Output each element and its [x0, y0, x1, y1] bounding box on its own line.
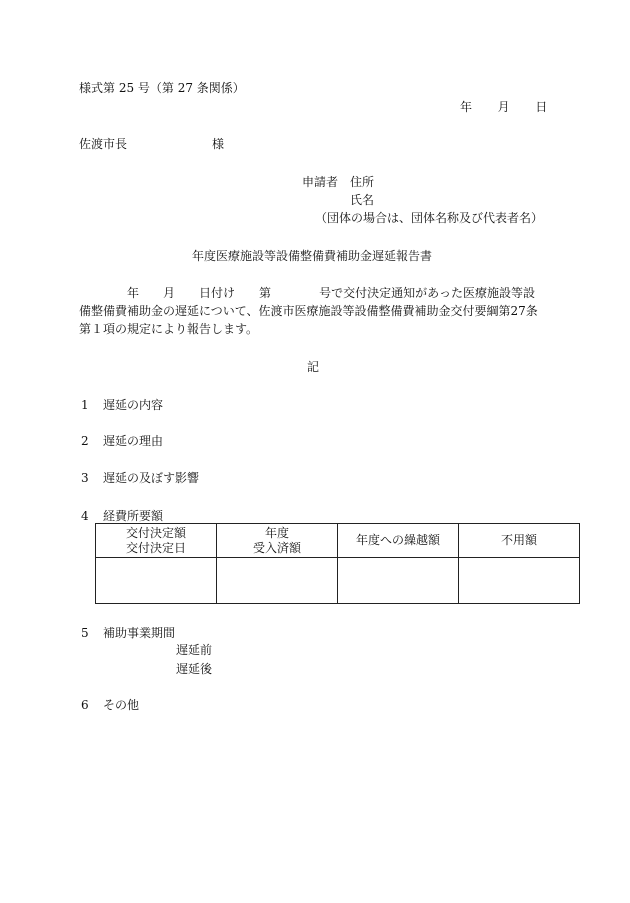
section-5-title: 補助事業期間 — [103, 626, 176, 640]
period-after-label: 遅延後 — [176, 662, 213, 676]
document-title: 年度医療施設等設備整備費補助金遅延報告書 — [191, 249, 433, 263]
addressee-name: 佐渡市長 — [79, 137, 128, 151]
body-line-3: 第１項の規定により報告します。 — [79, 322, 259, 336]
section-1-title: 遅延の内容 — [103, 398, 164, 412]
fee-header-received — [217, 524, 338, 558]
fee-header-unused — [459, 524, 580, 558]
date-month-label: 月 — [497, 100, 510, 114]
body-line-1 — [79, 287, 549, 299]
section-6-title: その他 — [103, 698, 140, 712]
form-number: 様式第 25 号（第 27 条関係） — [79, 81, 245, 95]
section-2-title: 遅延の理由 — [103, 434, 164, 448]
table-row — [96, 558, 580, 604]
date-line — [460, 101, 547, 113]
ki-heading: 記 — [306, 360, 320, 374]
applicant-label: 申請者 — [302, 175, 339, 189]
addressee-honorific: 様 — [212, 137, 225, 151]
body-year: 年 — [127, 286, 140, 300]
fee-cell-decision — [96, 558, 217, 604]
applicant-address-label: 住所 — [350, 175, 375, 189]
fee-cell-unused — [459, 558, 580, 604]
section-4-title: 経費所要額 — [103, 509, 164, 523]
fee-header-carryover — [338, 524, 459, 558]
fee-table — [95, 523, 580, 604]
section-3-title: 遅延の及ぼす影響 — [103, 471, 200, 485]
body-number-prefix: 第 — [259, 286, 272, 300]
section-5-number: 5 — [81, 626, 89, 640]
body-dated: 日付け — [199, 286, 236, 300]
section-1-number: 1 — [81, 398, 89, 412]
body-line-2: 備整備費補助金の遅延について、佐渡市医療施設等設備整備費補助金交付要綱第27条 — [79, 304, 538, 318]
fee-header-unused-label: 不用額 — [500, 533, 537, 547]
period-before-label: 遅延前 — [176, 643, 213, 657]
section-2-number: 2 — [81, 434, 89, 448]
fee-cell-carryover — [338, 558, 459, 604]
body-month: 月 — [163, 286, 176, 300]
fee-header-carryover-label: 年度への繰越額 — [355, 533, 440, 547]
date-year-label: 年 — [460, 100, 473, 114]
body-line-1-rest: 号で交付決定通知があった医療施設等設 — [319, 286, 535, 300]
section-3-number: 3 — [81, 471, 89, 485]
section-4-number: 4 — [81, 509, 89, 523]
fee-header-decision-amount: 交付決定額 — [125, 525, 186, 540]
fee-header-received-amount: 受入済額 — [252, 540, 301, 555]
fee-header-received-year: 年度 — [264, 525, 289, 540]
date-day-label: 日 — [535, 100, 548, 114]
fee-header-decision — [96, 524, 217, 558]
applicant-note: （団体の場合は、団体名称及び代表者名） — [315, 211, 544, 225]
applicant-name-label: 氏名 — [350, 193, 375, 207]
fee-cell-received — [217, 558, 338, 604]
section-6-number: 6 — [81, 698, 89, 712]
fee-header-decision-date: 交付決定日 — [125, 540, 186, 555]
fee-table-header-row — [96, 524, 580, 558]
